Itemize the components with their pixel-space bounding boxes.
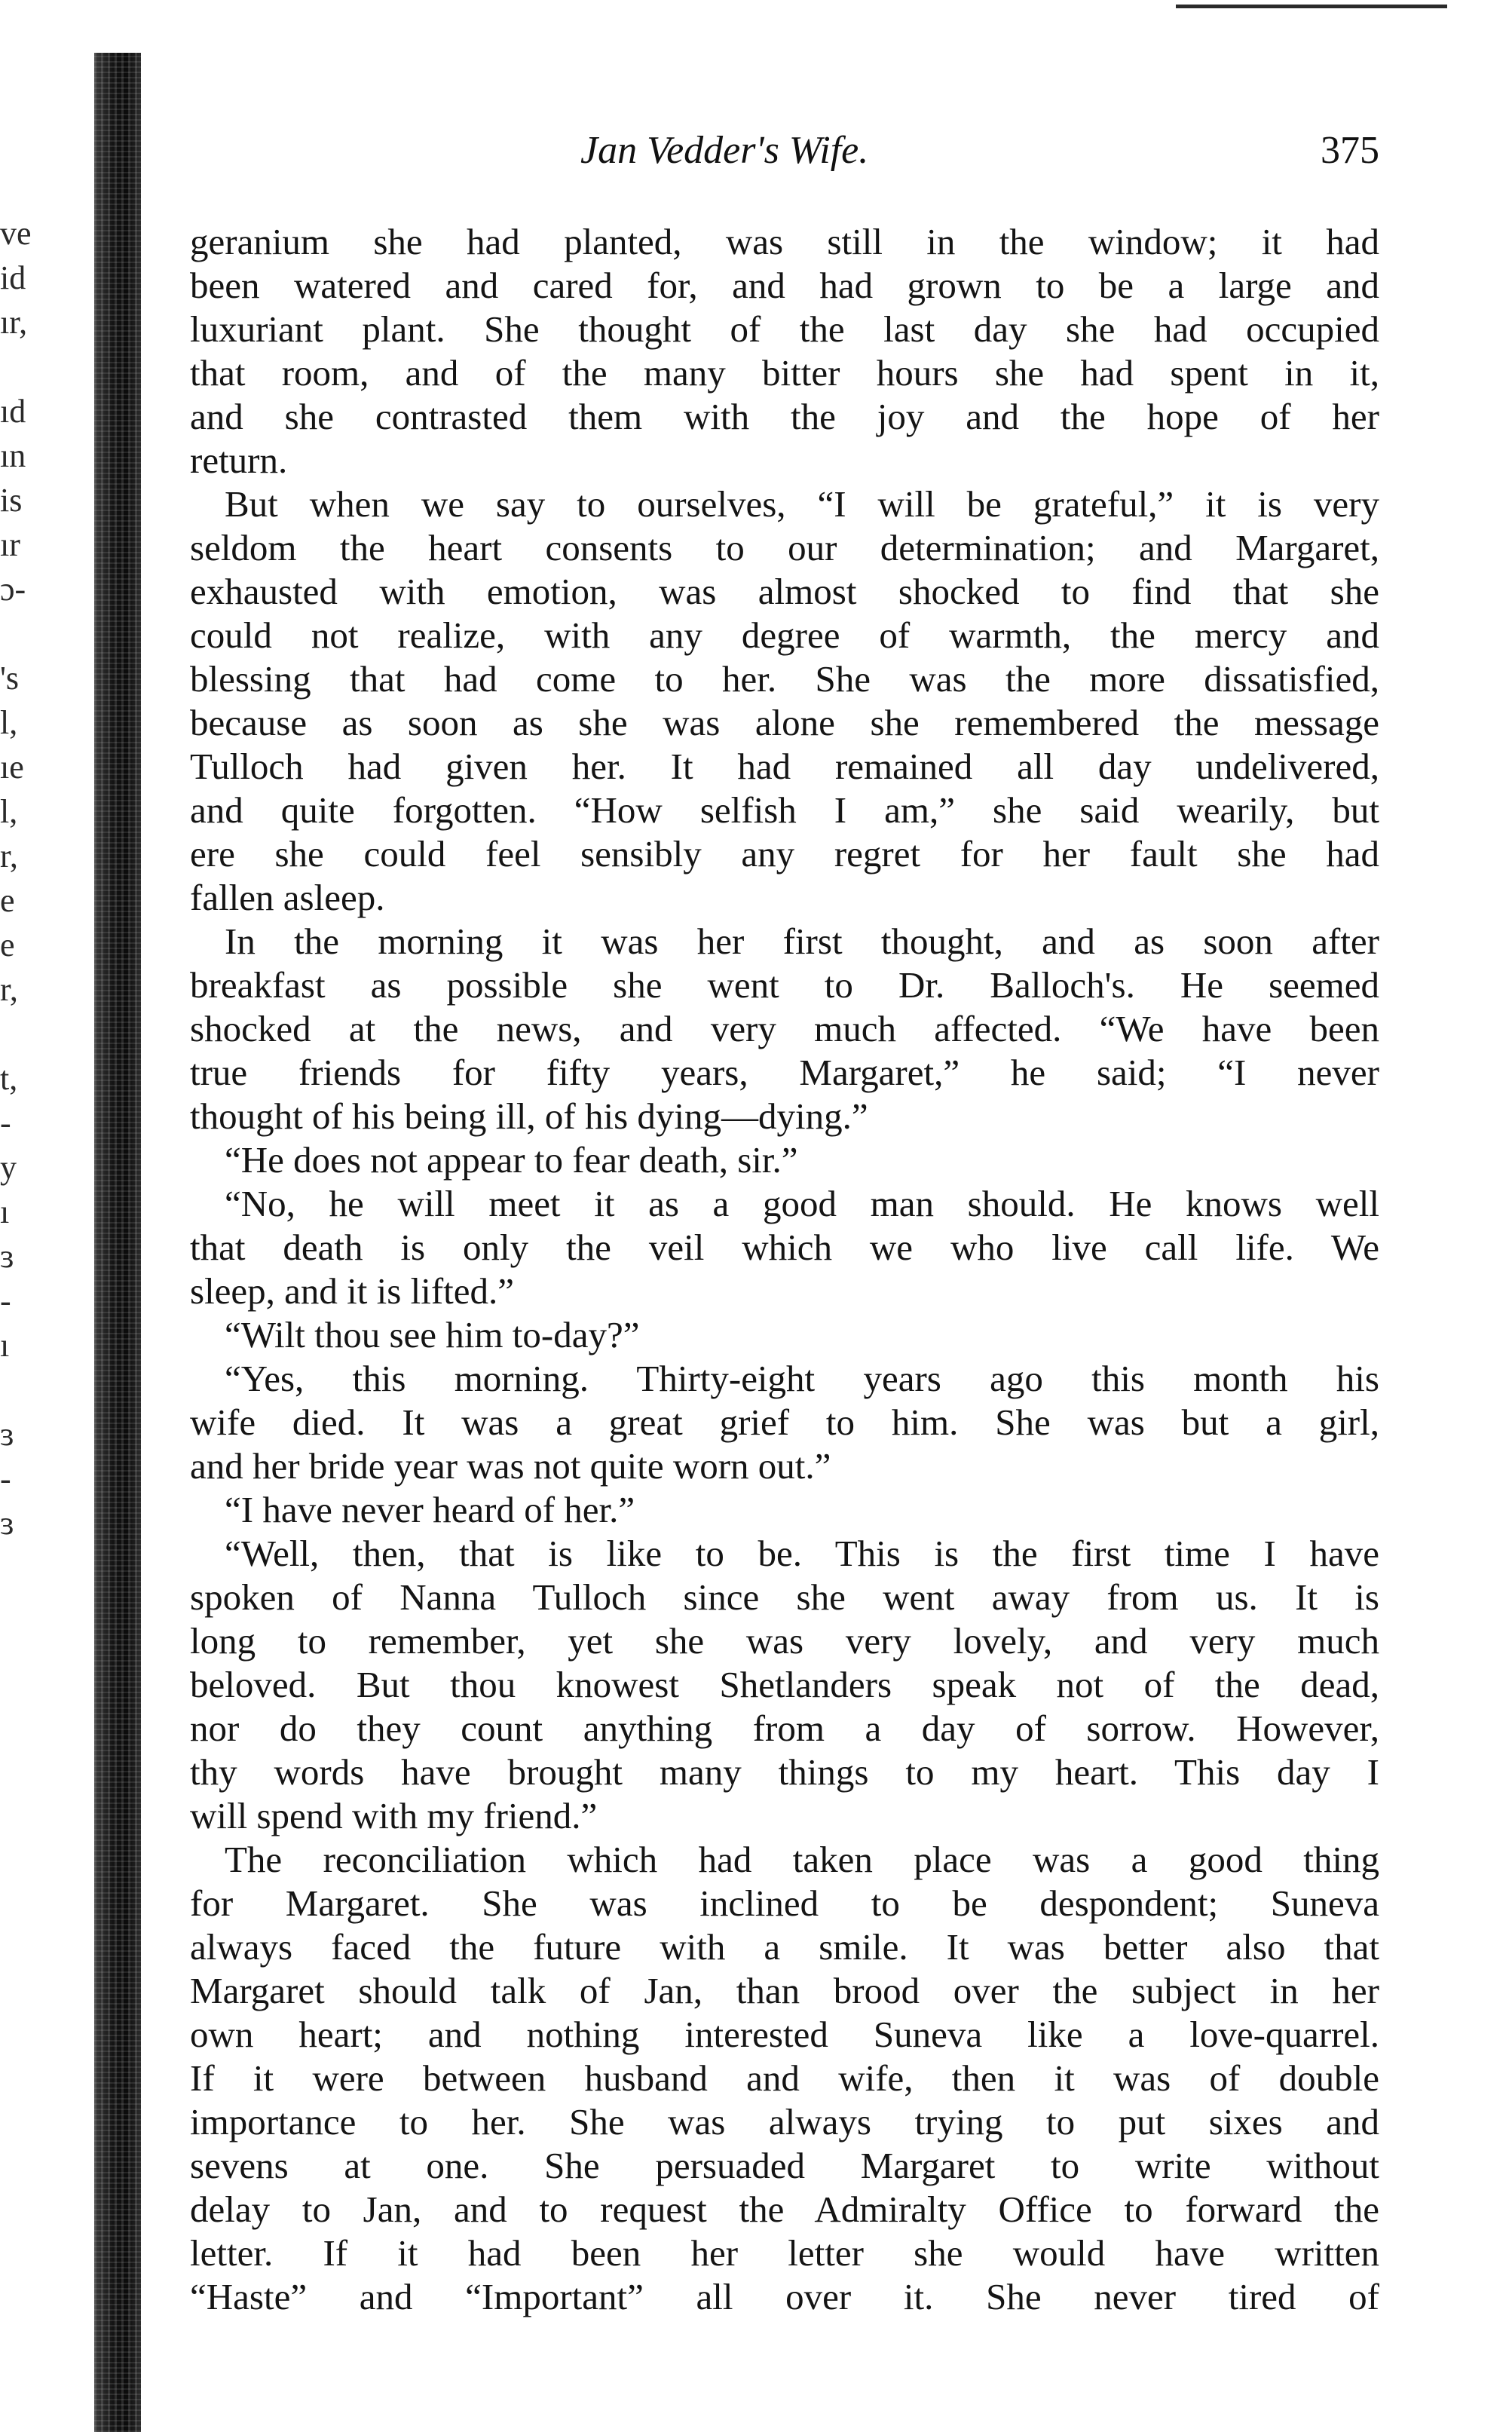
text-line: return.: [190, 440, 288, 481]
margin-fragment: ır: [0, 526, 20, 563]
margin-fragment: y: [0, 1149, 17, 1186]
text-line: Margaret should talk of Jan, than brood over the subject in her: [190, 1970, 1379, 2011]
text-line: will spend with my friend.”: [190, 1795, 598, 1836]
margin-fragment: ır,: [0, 304, 28, 341]
text-line: true friends for fifty years, Margaret,” he said; “I never: [190, 1052, 1379, 1093]
text-line: seldom the heart consents to our determination; and Margaret,: [190, 527, 1379, 568]
margin-fragment: is: [0, 482, 23, 519]
text-line: breakfast as possible she went to Dr. Balloch's. He seemed: [190, 964, 1379, 1006]
text-line: thy words have brought many things to my heart. This day I: [190, 1751, 1379, 1793]
facing-page-margin-fragments: [0, 211, 53, 1719]
text-line: sevens at one. She persuaded Margaret to write without: [190, 2145, 1379, 2186]
text-line: If it were between husband and wife, then it was of double: [190, 2057, 1379, 2099]
text-line: “Yes, this morning. Thirty-eight years ago this month his: [225, 1358, 1379, 1399]
body-text: [190, 220, 1379, 2319]
margin-fragment: t,: [0, 1060, 18, 1097]
text-line: own heart; and nothing interested Suneva like a love-quarrel.: [190, 2014, 1379, 2055]
text-line: sleep, and it is lifted.”: [190, 1270, 514, 1312]
text-line: The reconciliation which had taken place was a good thing: [225, 1839, 1379, 1880]
text-line: Tulloch had given her. It had remained all day undelivered,: [190, 746, 1379, 787]
margin-fragment: [0, 1368, 53, 1412]
text-line: and her bride year was not quite worn out.”: [190, 1445, 831, 1487]
text-line: always faced the future with a smile. It was better also that: [190, 1926, 1379, 1968]
margin-fragment: ve: [0, 215, 32, 252]
text-line: wife died. It was a great grief to him. She was but a girl,: [190, 1401, 1379, 1443]
text-line: that death is only the veil which we who live call life. We: [190, 1227, 1379, 1268]
text-line: delay to Jan, and to request the Admiralty Office to forward the: [190, 2188, 1379, 2230]
text-line: been watered and cared for, and had grown to be a large and: [190, 265, 1379, 306]
text-line: ere she could feel sensibly any regret for her fault she had: [190, 833, 1379, 874]
text-line: “Well, then, that is like to be. This is the first time I have: [225, 1533, 1379, 1574]
binding-shadow: [94, 53, 141, 2432]
text-line: because as soon as she was alone she remembered the message: [190, 702, 1379, 743]
scan-edge-line: [1176, 5, 1447, 8]
margin-fragment: e: [0, 927, 15, 963]
margin-fragment: l,: [0, 793, 18, 830]
text-line: “He does not appear to fear death, sir.”: [225, 1139, 798, 1181]
text-line: “Haste” and “Important” all over it. She never tired of: [190, 2276, 1379, 2317]
margin-fragment: ı: [0, 1193, 10, 1230]
margin-fragment: ıe: [0, 749, 24, 786]
text-line: luxuriant plant. She thought of the last day she had occupied: [190, 308, 1379, 350]
text-line: long to remember, yet she was very lovely, and very much: [190, 1620, 1379, 1662]
text-line: shocked at the news, and very much affected. “We have been: [190, 1008, 1379, 1049]
text-line: that room, and of the many bitter hours she had spent in it,: [190, 352, 1379, 394]
margin-fragment: e: [0, 882, 15, 919]
running-title: Jan Vedder's Wife.: [580, 129, 869, 172]
margin-fragment: [0, 611, 53, 656]
text-line: geranium she had planted, was still in the window; it had: [190, 221, 1379, 262]
text-line: “Wilt thou see him to-day?”: [225, 1314, 640, 1355]
margin-fragment: -: [0, 1460, 11, 1497]
margin-fragment: ın: [0, 437, 26, 474]
text-line: exhausted with emotion, was almost shocked to find that she: [190, 571, 1379, 612]
text-line: could not realize, with any degree of warmth, the mercy and: [190, 614, 1379, 656]
text-line: importance to her. She was always trying to put sixes and: [190, 2101, 1379, 2143]
margin-fragment: ɜ: [0, 1505, 14, 1542]
text-line: In the morning it was her first thought, and as soon after: [225, 920, 1379, 962]
text-line: nor do they count anything from a day of sorrow. However,: [190, 1708, 1379, 1749]
page-header: [188, 128, 1379, 188]
margin-fragment: [0, 345, 53, 389]
text-line: and quite forgotten. “How selfish I am,” she said wearily, but: [190, 789, 1379, 831]
text-line: But when we say to ourselves, “I will be grateful,” it is very: [225, 483, 1379, 525]
page-number: 375: [1321, 129, 1379, 172]
margin-fragment: ı: [0, 1327, 10, 1364]
text-line: fallen asleep.: [190, 877, 385, 918]
margin-fragment: -: [0, 1104, 11, 1141]
text-line: blessing that had come to her. She was the more dissatisfied,: [190, 658, 1379, 700]
margin-fragment: [0, 1012, 53, 1056]
text-line: beloved. But thou knowest Shetlanders speak not of the dead,: [190, 1664, 1379, 1705]
margin-fragment: r,: [0, 838, 18, 874]
margin-fragment: id: [0, 259, 26, 296]
text-line: letter. If it had been her letter she would have written: [190, 2232, 1379, 2274]
text-line: for Margaret. She was inclined to be despondent; Suneva: [190, 1882, 1379, 1924]
margin-fragment: ıd: [0, 393, 26, 430]
margin-fragment: ɜ: [0, 1238, 14, 1275]
text-line: “No, he will meet it as a good man should. He knows well: [225, 1183, 1379, 1224]
text-line: thought of his being ill, of his dying—dying.”: [190, 1095, 868, 1137]
margin-fragment: 's: [0, 660, 20, 697]
text-line: “I have never heard of her.”: [225, 1489, 635, 1530]
text-line: spoken of Nanna Tulloch since she went away from us. It is: [190, 1576, 1379, 1618]
margin-fragment: r,: [0, 971, 18, 1008]
text-line: and she contrasted them with the joy and the hope of her: [190, 396, 1379, 437]
margin-fragment: ɔ-: [0, 571, 26, 608]
margin-fragment: -: [0, 1282, 11, 1319]
margin-fragment: ɜ: [0, 1416, 14, 1453]
margin-fragment: l,: [0, 704, 18, 741]
